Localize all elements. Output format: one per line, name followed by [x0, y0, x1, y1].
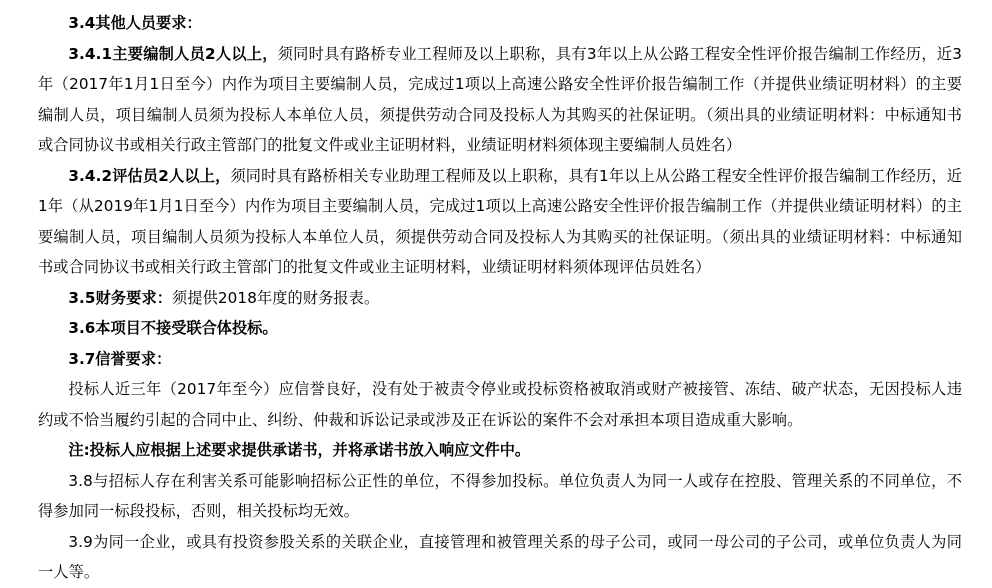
section-heading-3-7-text: 3.7信誉要求： [68, 349, 172, 368]
section-paragraph-3-4-1-lead: 3.4.1主要编制人员2人以上， [68, 44, 278, 63]
note-paragraph-text: 注:投标人应根据上述要求提供承诺书，并将承诺书放入响应文件中。 [68, 441, 531, 459]
section-paragraph-3-8: 3.8与招标人存在利害关系可能影响招标公正性的单位，不得参加投标。单位负责人为同一人或存在控股、管理关系的不同单位，不得参加同一标段投标，否则，相关投标均无效。 [38, 471, 962, 520]
section-heading-3-6-text: 3.6本项目不接受联合体投标。 [68, 319, 278, 337]
section-paragraph-3-5-lead: 3.5财务要求： [68, 288, 173, 307]
section-paragraph-3-4-1-body: 须同时具有路桥专业工程师及以上职称，具有3年以上从公路工程安全性评价报告编制工作经历，近3年（2017年1月1日至今）内作为项目主要编制人员，完成过1项以上高速公路安全性评价报告编制工作（并提供业绩证明材料）的主要编制人员，项目编制人员须为投标人本单位人员，须提供劳动合同及投标人为其购买的社保证明。（须出具的业绩证明材料：中标通知书或合同协议书或相关行政主管部门的批复文件或业主证明材料，业绩证明材料须体现主要编制人员姓名） [38, 44, 962, 154]
section-paragraph-3-9: 3.9为同一企业，或具有投资参股关系的关联企业，直接管理和被管理关系的母子公司，或同一母公司的子公司，或单位负责人为同一人等。 [38, 532, 962, 581]
section-paragraph-3-4-1 [38, 39, 962, 161]
section-paragraph-3-5 [38, 283, 962, 314]
section-heading-3-4 [38, 8, 962, 39]
section-paragraph-3-5-body: 须提供2018年度的财务报表。 [172, 288, 380, 307]
section-paragraph-3-7-body: 投标人近三年（2017年至今）应信誉良好，没有处于被责令停业或投标资格被取消或财产被接管、冻结、破产状态，无因投标人违约或不恰当履约引起的合同中止、纠纷、仲裁和诉讼记录或涉及正在诉讼的案件不会对承担本项目造成重大影响。 [38, 380, 962, 429]
section-paragraph-3-4-2-body: 须同时具有路桥相关专业助理工程师及以上职称，具有1年以上从公路工程安全性评价报告编制工作经历，近1年（从2019年1月1日至今）内作为项目主要编制人员，完成过1项以上高速公路安全性评价报告编制工作（并提供业绩证明材料）的主要编制人员，项目编制人员须为投标人本单位人员，须提供劳动合同及投标人为其购买的社保证明。（须出具的业绩证明材料：中标通知书或合同协议书或相关行政主管部门的批复文件或业主证明材料，业绩证明材料须体现评估员姓名） [38, 166, 963, 276]
section-paragraph-3-4-2-lead: 3.4.2评估员2人以上， [68, 166, 231, 185]
section-paragraph-3-4-2 [38, 161, 962, 283]
section-heading-3-6 [38, 313, 962, 344]
note-paragraph [38, 435, 962, 466]
section-heading-3-4-text: 3.4其他人员要求： [68, 14, 202, 32]
section-heading-3-7 [38, 344, 962, 375]
